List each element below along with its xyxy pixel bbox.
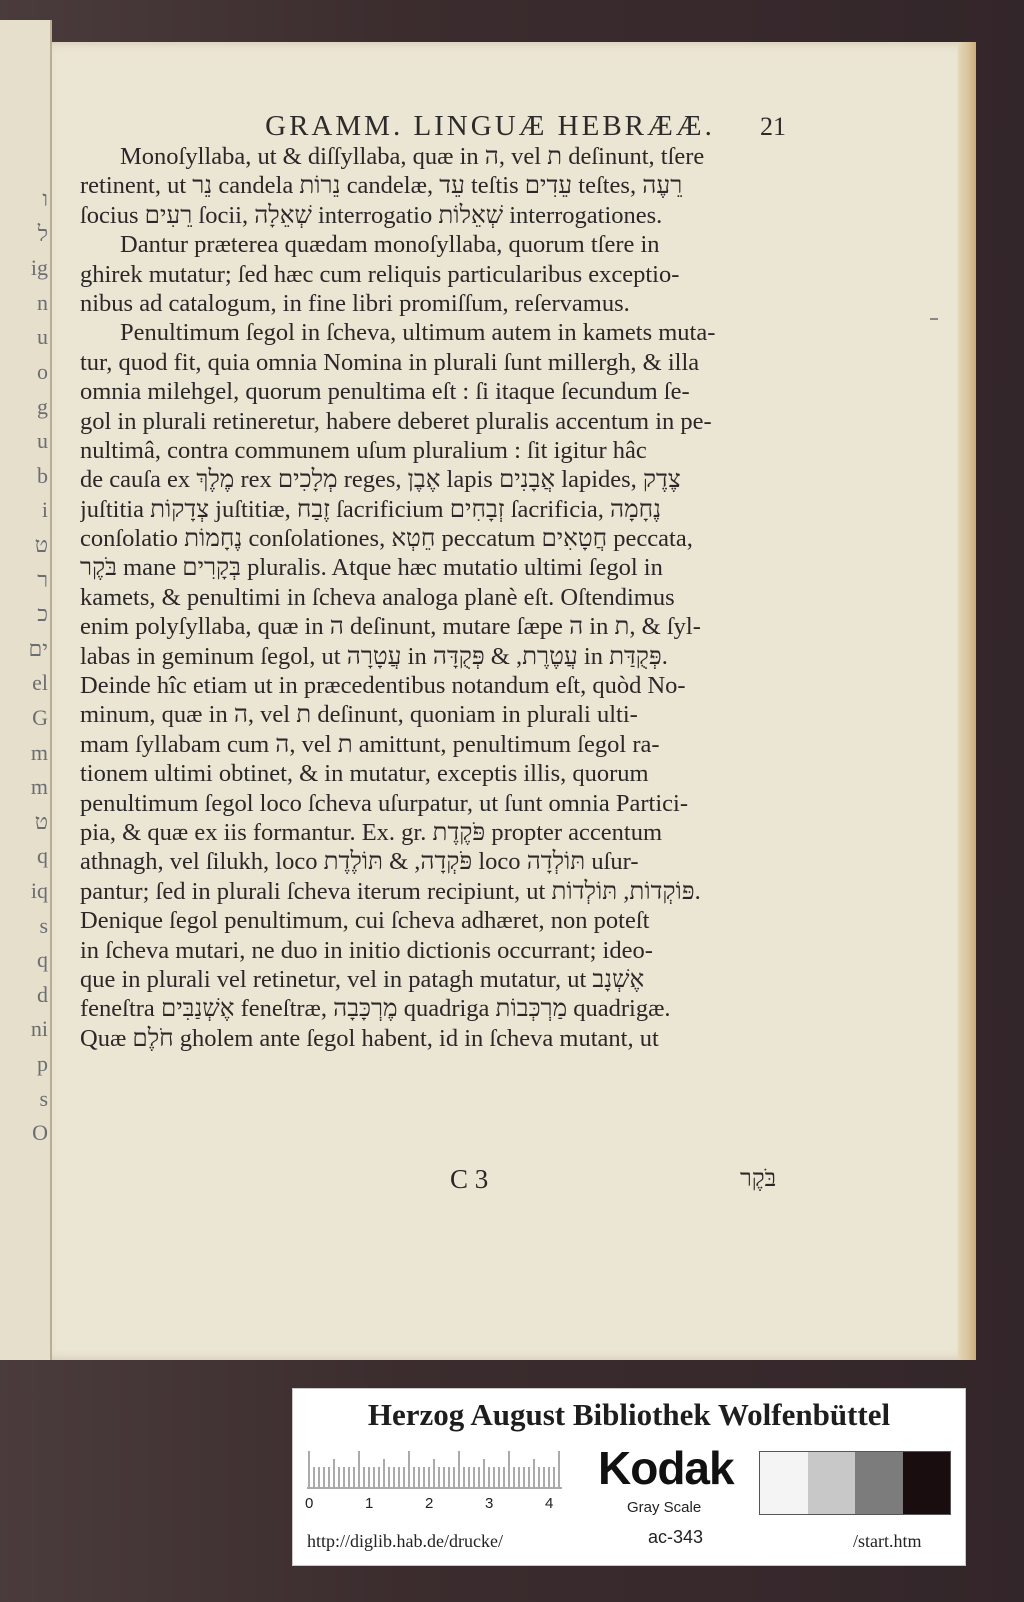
- text-line: Monoſyllaba, ut & diſſyllaba, quæ in ה, vel ת deſinunt, tſere: [120, 143, 705, 170]
- running-head: GRAMM. LINGUÆ HEBRÆÆ.: [265, 110, 715, 142]
- shelfmark: ac-343: [648, 1527, 704, 1547]
- text-line: gol in plurali retineretur, habere deberet pluralis accentum in pe-: [80, 407, 712, 435]
- gray-patch: [855, 1452, 903, 1514]
- measure-ruler: [307, 1451, 562, 1489]
- facing-page-fragment: ט: [34, 808, 48, 834]
- ruler-number: 0: [305, 1495, 314, 1512]
- library-title: Herzog August Bibliothek Wolfenbüttel: [367, 1397, 891, 1432]
- facing-page-fragment: q: [37, 843, 48, 869]
- text-line: de cauſa ex מֶלֶךְ rex מְלָכִים reges, אֶבֶן lapis אֲבָנִים lapides, צֶדֶק: [80, 466, 681, 494]
- text-line: conſolatio נֶחָמוֹת conſolationes, חֵטְא peccatum חֲטָאִים peccata,: [80, 525, 693, 553]
- facing-page-fragment: n: [37, 289, 48, 315]
- text-line: que in plurali vel retinetur, vel in patagh mutatur, ut אֶשְׁנָב: [80, 965, 645, 993]
- gray-patch: [808, 1452, 856, 1514]
- ruler-number: 1: [365, 1495, 374, 1512]
- facing-page-fragment: d: [37, 981, 48, 1007]
- facing-page-fragment: i: [41, 497, 48, 523]
- text-line: nultimâ, contra communem uſum pluralium : ſit igitur hâc: [80, 436, 647, 464]
- catchword: בֹּקֶר: [740, 1166, 777, 1192]
- facing-page-fragment: p: [37, 1051, 48, 1076]
- facing-page-fragment: m: [30, 774, 48, 800]
- text-line: Deinde hîc etiam ut in præcedentibus notandum eſt, quòd No-: [80, 672, 686, 700]
- text-line: penultimum ſegol loco ſcheva uſurpatur, ut ſunt omnia Partici-: [80, 789, 688, 817]
- text-line: nibus ad catalogum, in fine libri promiſſum, reſervamus.: [80, 289, 630, 317]
- text-line: Quæ חֹלֶם gholem ante ſegol habent, id in ſcheva mutant, ut: [80, 1024, 659, 1052]
- text-line: juſtitia צְדָקוֹת juſtitiæ, זֶבַח ſacrificium זְבָחִים ſacrificia, נֶחָמָה: [80, 495, 662, 523]
- facing-page-fragment: O: [32, 1120, 48, 1146]
- ruler-number: 4: [545, 1495, 554, 1512]
- facing-page-fragment: u: [37, 428, 48, 454]
- body-text: [80, 142, 800, 1053]
- margin-mark: [930, 318, 938, 320]
- facing-page-fragment: ל: [37, 220, 48, 246]
- text-line: ghirek mutatur; ſed hæc cum reliquis particularibus exceptio-: [80, 260, 680, 288]
- library-card: [292, 1388, 966, 1566]
- text-line: in ſcheva mutari, ne duo in initio dictionis occurrant; ideo-: [80, 936, 653, 964]
- facing-page-fragment: iq: [30, 878, 48, 903]
- text-line: pantur; ſed in plurali ſcheva iterum recipiunt, ut פּוֹקְדוֹת, תּוֹלְדוֹת.: [80, 877, 701, 905]
- facing-page-fragment: ים: [28, 635, 48, 661]
- page-fore-edge: [958, 42, 976, 1360]
- facing-page-fragment: q: [37, 947, 48, 973]
- text-line: omnia milehgel, quorum penultima eſt : ſi itaque ſecundum ſe-: [80, 378, 690, 406]
- page-number: 21: [760, 112, 786, 141]
- text-line: retinent, ut נֵר candela נֵרוֹת candelæ, עֵד teſtis עֵדִים teſtes, רֵעֶה: [80, 172, 683, 200]
- text-line: feneſtra אֶשְׁנַבִּים feneſtræ, מֶרְכָּבָה quadriga מַרְכְּבוֹת quadrigæ.: [80, 995, 671, 1023]
- text-line: pia, & quæ ex iis formantur. Ex. gr. פֹּקֶדֶת propter accentum: [80, 818, 663, 846]
- text-line: labas in geminum ſegol, ut עֲטָרָה in עֲטֶרֶת, & פְּקֻדָּה in פְּקֻדַּת.: [80, 642, 668, 670]
- text-line: Dantur præterea quædam monoſyllaba, quorum tſere in: [120, 231, 660, 259]
- text-line: tur, quod fit, quia omnia Nomina in plurali ſunt millergh, & illa: [80, 348, 700, 376]
- text-line: tionem ultimi obtinet, & in mutatur, exceptis illis, quorum: [80, 760, 649, 788]
- gray-patch: [903, 1452, 951, 1514]
- facing-page-fragment: s: [39, 1085, 48, 1111]
- facing-page-fragment: ר: [37, 566, 48, 592]
- ruler-number: 2: [425, 1495, 434, 1512]
- facing-page-fragment: ט: [34, 532, 48, 557]
- facing-page-fragment: el: [32, 670, 48, 696]
- digital-library-url: http://diglib.hab.de/drucke/: [307, 1531, 503, 1551]
- text-line: Denique ſegol penultimum, cui ſcheva adhæret, non poteſt: [80, 907, 650, 935]
- text-line: kamets, & penultimi in ſcheva analoga planè eſt. Oſtendimus: [80, 583, 675, 611]
- facing-page-fragment: G: [32, 705, 48, 730]
- text-line: ſocius רֵעִים ſocii, שְׁאֵלָה interrogatio שְׁאֵלוֹת interrogationes.: [80, 201, 663, 229]
- gray-scale-bar: [759, 1451, 951, 1515]
- facing-page-fragment: s: [39, 912, 48, 938]
- text-line: mam ſyllabam cum ה, vel ת amittunt, penultimum ſegol ra-: [80, 730, 660, 758]
- text-line: minum, quæ in ה, vel ת deſinunt, quoniam in plurali ulti-: [80, 701, 638, 729]
- facing-page-fragment: m: [30, 739, 48, 765]
- text-line: enim polyſyllaba, quæ in ה deſinunt, mutare ſæpe ה in ת, & ſyl-: [80, 613, 701, 641]
- text-line: בֹּקֶר mane בְּקָרִים pluralis. Atque hæc mutatio ultimi ſegol in: [80, 554, 663, 582]
- facing-page-fragment: o: [37, 359, 48, 384]
- facing-page-fragment: ו: [42, 186, 48, 211]
- facing-page-fragment: ig: [30, 255, 48, 281]
- signature-mark: C 3: [450, 1164, 489, 1194]
- kodak-logo: Kodak: [598, 1442, 734, 1494]
- facing-page-fragment: כ: [37, 601, 48, 627]
- ruler-number: 3: [485, 1495, 494, 1512]
- facing-page-fragment: u: [37, 324, 48, 350]
- facing-page-edge: [0, 20, 52, 1360]
- start-page-url: /start.htm: [853, 1531, 922, 1551]
- text-line: athnagh, vel ſilukh, loco פֹּקְדָה, & תּוֹלֶדֶת loco תּוֹלְדָה uſur-: [80, 848, 639, 876]
- facing-page-fragment: b: [37, 462, 48, 488]
- facing-page-fragment: ni: [30, 1016, 48, 1042]
- gray-patch: [760, 1452, 808, 1514]
- text-line: Penultimum ſegol in ſcheva, ultimum autem in kamets muta-: [120, 319, 716, 347]
- facing-page-fragment: g: [37, 393, 48, 419]
- gray-scale-label: Gray Scale: [627, 1499, 702, 1516]
